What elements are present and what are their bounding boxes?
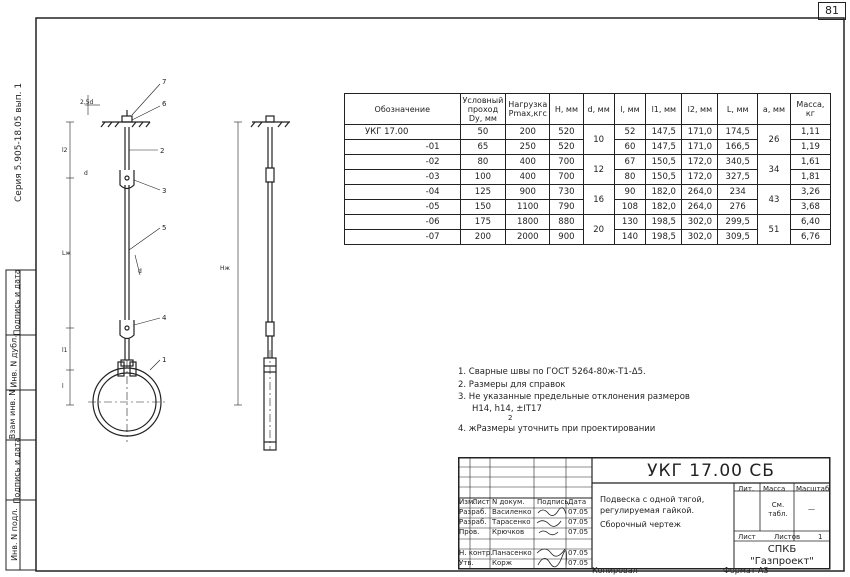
table-row: УКГ 17.00 50 200 520 10 52 147,5 171,0 174,5 26 1,11 bbox=[345, 125, 831, 140]
dim-d1: d bbox=[84, 170, 88, 177]
spec-table bbox=[344, 93, 831, 245]
date-5: 07.05 bbox=[568, 559, 589, 567]
sheets-value: 1 bbox=[818, 533, 823, 541]
callout-1: 1 bbox=[162, 356, 167, 364]
role-1: Разраб. bbox=[459, 508, 487, 516]
dim-lx: Lж bbox=[62, 250, 71, 257]
dim-top: 2,5d bbox=[80, 99, 94, 106]
col-d: d, мм bbox=[583, 94, 614, 125]
col-dy: Условный проход Dy, мм bbox=[460, 94, 506, 125]
organization: СПКБ "Газпроект" bbox=[750, 544, 814, 567]
sheet-number: 81 bbox=[818, 2, 846, 20]
table-row: -02 80 400 700 12 67 150,5 172,0 340,5 34 1,61 bbox=[345, 155, 831, 170]
role-3: Пров. bbox=[459, 528, 480, 536]
d-group-2: 12 bbox=[583, 155, 614, 185]
date-3: 07.05 bbox=[568, 528, 589, 536]
document-code: УКГ 17.00 СБ bbox=[647, 461, 775, 481]
table-row: -04 125 900 730 16 90 182,0 264,0 234 43 3,26 bbox=[345, 185, 831, 200]
lit-label: Лит. bbox=[738, 485, 755, 493]
strip-label-inv-dubl: Инв. N дубл. bbox=[9, 335, 19, 388]
dim-l1: l1 bbox=[62, 347, 68, 354]
callout-3: 3 bbox=[162, 187, 167, 195]
table-row: -07 200 2000 900 140 198,5 302,0 309,5 6,76 bbox=[345, 230, 831, 245]
col-p: Нагрузка Pmax,кгс bbox=[506, 94, 550, 125]
a-group-4: 51 bbox=[758, 215, 791, 245]
note-3-tolerance: Н14, h14, ±IT17 bbox=[472, 403, 542, 414]
strip-label-vzam-inv: Взам инв. N bbox=[8, 389, 18, 440]
d-group-3: 16 bbox=[583, 185, 614, 215]
stamp-col-izm: Изм. bbox=[459, 498, 476, 506]
callout-4: 4 bbox=[162, 314, 167, 322]
a-group-3: 43 bbox=[758, 185, 791, 215]
note-3: 3. Не указанные предельные отклонения размеров bbox=[458, 392, 690, 402]
note-1: 1. Сварные швы по ГОСТ 5264-80ж-Т1-Δ5. bbox=[458, 367, 646, 377]
d-group-4: 20 bbox=[583, 215, 614, 245]
col-l1: l1, мм bbox=[646, 94, 682, 125]
col-h: H, мм bbox=[550, 94, 583, 125]
name-3: Крючков bbox=[492, 528, 525, 536]
date-2: 07.05 bbox=[568, 518, 589, 526]
name-1: Василенко bbox=[492, 508, 532, 516]
name-4: Панасенко bbox=[492, 549, 532, 557]
note-4: 4. жРазмеры уточнить при проектировании bbox=[458, 423, 656, 434]
signatures bbox=[535, 505, 569, 571]
note-3-divisor: 2 bbox=[508, 413, 513, 422]
stamp-col-ndoc: N докум. bbox=[492, 498, 525, 506]
sheet-label: Лист bbox=[738, 533, 756, 541]
date-4: 07.05 bbox=[568, 549, 589, 557]
col-l2: l2, мм bbox=[682, 94, 718, 125]
date-1: 07.05 bbox=[568, 508, 589, 516]
col-L: L, мм bbox=[718, 94, 758, 125]
format-label: Формат А3 bbox=[723, 566, 769, 575]
name-5: Корж bbox=[492, 559, 513, 567]
notes-block bbox=[458, 366, 690, 435]
dim-l: l bbox=[62, 383, 64, 390]
col-mass: Масса, кг bbox=[790, 94, 830, 125]
mass-label: Масса bbox=[763, 485, 786, 493]
role-4: Н. контр. bbox=[459, 549, 493, 557]
doc-description: Подвеска с одной тягой, регулируемая гайкой. Сборочный чертеж bbox=[600, 495, 705, 529]
table-row: -06 175 1800 880 20 130 198,5 302,0 299,5 51 6,40 bbox=[345, 215, 831, 230]
stamp-col-sign: Подпись bbox=[537, 498, 569, 506]
d-group-1: 10 bbox=[583, 125, 614, 155]
callout-5: 5 bbox=[162, 224, 167, 232]
strip-label-inv-podl: Инв. N подл. bbox=[9, 508, 19, 561]
mass-value: См. табл. bbox=[768, 501, 788, 518]
sheets-label: Листов bbox=[774, 533, 801, 541]
table-row: -03 100 400 700 80 150,5 172,0 327,5 1,81 bbox=[345, 170, 831, 185]
a-group-2: 34 bbox=[758, 155, 791, 185]
callout-2: 2 bbox=[160, 147, 165, 155]
stamp-col-list: Лист bbox=[472, 498, 490, 506]
callout-6: 6 bbox=[162, 100, 167, 108]
role-2: Разраб. bbox=[459, 518, 487, 526]
dim-h: Hж bbox=[220, 265, 230, 272]
strip-label-sign-date-1: Подпись и дата bbox=[12, 269, 22, 336]
dim-d2: d bbox=[138, 268, 142, 275]
col-designation: Обозначение bbox=[345, 94, 461, 125]
stamp-col-date: Дата bbox=[568, 498, 587, 506]
role-5: Утв. bbox=[459, 559, 474, 567]
dim-l2: l2 bbox=[62, 147, 68, 154]
copied-label: Копировал bbox=[592, 566, 638, 575]
table-header-row bbox=[345, 94, 831, 125]
table-row: -05 150 1100 790 108 182,0 264,0 276 3,68 bbox=[345, 200, 831, 215]
scale-value: — bbox=[808, 505, 815, 513]
note-2: 2. Размеры для справок bbox=[458, 379, 566, 390]
a-group-1: 26 bbox=[758, 125, 791, 155]
series-label: Серия 5.905-18.05 вып. 1 bbox=[14, 82, 24, 202]
scale-label: Масштаб bbox=[796, 485, 830, 493]
col-l: l, мм bbox=[614, 94, 646, 125]
col-a: a, мм bbox=[758, 94, 791, 125]
strip-label-sign-date-2: Подпись и дата bbox=[12, 437, 22, 504]
name-2: Тарасенко bbox=[492, 518, 531, 526]
assembly-drawing bbox=[40, 70, 340, 470]
table-row: -01 65 250 520 60 147,5 171,0 166,5 1,19 bbox=[345, 140, 831, 155]
callout-7: 7 bbox=[162, 78, 167, 86]
